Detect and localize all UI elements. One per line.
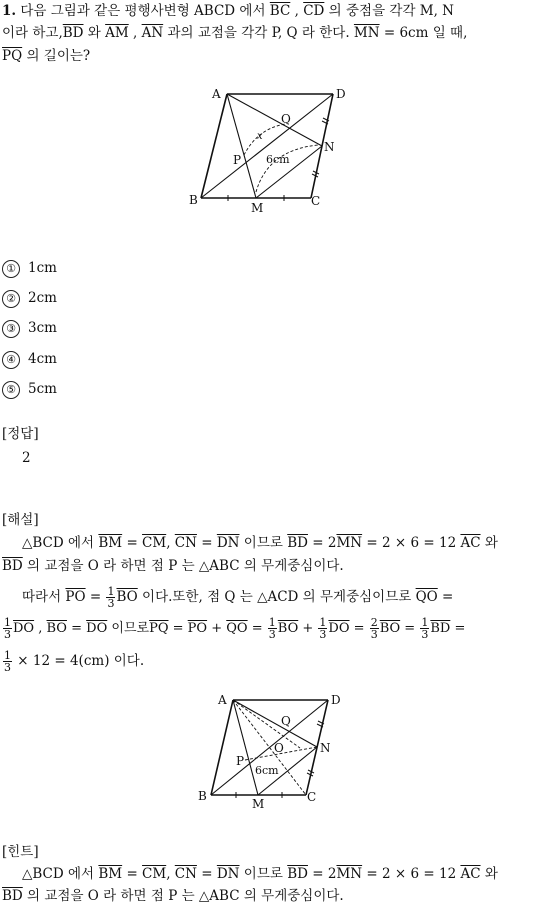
text-run: =: [71, 621, 83, 636]
text-run: 이므로: [243, 866, 283, 882]
text-run: +: [211, 621, 223, 636]
text-run: $\overline{CN}$: [174, 535, 197, 551]
label-P: P: [236, 754, 245, 768]
label-P: P: [233, 153, 242, 167]
text-run: $\overline{BD}$: [2, 888, 23, 904]
text-run: 3: [4, 628, 11, 641]
choice-number: ③: [2, 320, 20, 338]
explanation-line-1: [22, 533, 535, 553]
text-run: $\overline{DO}$: [13, 621, 35, 636]
choice-text: 2cm: [28, 290, 57, 306]
text-run: 1: [107, 585, 115, 598]
text-run: $\overline{BO}$: [277, 621, 299, 636]
label-A: A: [218, 693, 227, 707]
text-run: 3: [370, 628, 378, 641]
fraction: [3, 650, 12, 673]
text-run: = 2 × 6 = 12: [366, 866, 457, 882]
text-run: 1: [319, 616, 327, 629]
choice-number: ⑤: [2, 381, 20, 399]
question-text: 와: [87, 25, 101, 41]
label-M: M: [252, 797, 265, 811]
text-run: ,: [38, 621, 43, 636]
hint-line-1: [22, 864, 535, 884]
text-run: $\overline{BD}$: [2, 558, 23, 574]
text-run: $\overline{QO}$: [226, 621, 248, 636]
text-run: $\overline{CM}$: [142, 535, 167, 551]
choice-4[interactable]: [2, 351, 57, 369]
text-run: $\overline{BO}$: [379, 621, 401, 636]
text-run: $\overline{BD}$: [430, 621, 451, 636]
text-run: $\overline{BD}$: [287, 866, 308, 882]
text-run: $\overline{QO}$: [415, 589, 438, 605]
question-text: 이라 하고,: [2, 25, 63, 41]
label-N: N: [324, 140, 335, 154]
text-run: 3: [319, 628, 327, 641]
text-run: $\overline{BO}$: [46, 621, 67, 636]
text-run: ,: [166, 866, 171, 882]
explanation-line-3: [22, 584, 535, 610]
text-run: $\overline{BD}$: [287, 535, 308, 551]
choice-text: 5cm: [28, 381, 57, 397]
edge-ba: [211, 700, 233, 795]
text-run: $\overline{MN}$: [336, 866, 363, 882]
text-run: $\overline{MN}$: [336, 535, 363, 551]
text-run: =: [454, 621, 466, 636]
choice-number: ④: [2, 351, 20, 369]
segment-label: $\overline{AN}$: [141, 25, 164, 41]
text-run: $\overline{DO}$: [86, 621, 108, 636]
segment-label: $\overline{BC}$: [269, 3, 291, 19]
text-run: ,: [166, 535, 171, 551]
label-B: B: [189, 193, 198, 207]
text-run: =: [89, 589, 102, 605]
text-run: =: [172, 621, 184, 636]
text-run: 3: [107, 597, 115, 610]
fraction: [370, 617, 379, 640]
label-Q: Q: [281, 112, 291, 126]
text-run: $\overline{BM}$: [98, 866, 123, 882]
text-run: 3: [4, 661, 11, 674]
text-run: $\overline{DN}$: [216, 535, 240, 551]
choice-5[interactable]: [2, 381, 57, 399]
hint-label: [힌트]: [2, 844, 39, 860]
text-run: = 2: [312, 866, 337, 882]
question-text: 의 중점을 각각 M, N: [328, 3, 454, 19]
choice-2[interactable]: [2, 290, 57, 308]
label-O: O: [274, 741, 284, 755]
segment-am: [233, 700, 258, 795]
text-run: +: [302, 621, 314, 636]
answer-label: [정답]: [2, 426, 39, 442]
fraction: [106, 586, 115, 609]
question-text: 과의 교점을 각각 P, Q 라 한다.: [167, 25, 350, 41]
text-run: △BCD 에서: [22, 866, 95, 882]
text-run: =: [404, 621, 416, 636]
label-M: M: [251, 201, 264, 215]
answer-value: 2: [22, 450, 31, 466]
diagonal-bd: [211, 700, 328, 795]
choice-number: ②: [2, 290, 20, 308]
text-run: 3: [421, 628, 429, 641]
length-arc-x: [244, 124, 286, 155]
question-line-2: [2, 23, 535, 43]
label-C: C: [307, 790, 317, 804]
text-run: 와: [484, 866, 498, 882]
question-text: 의 길이는?: [26, 48, 91, 64]
segment-label: $\overline{BD}$: [62, 25, 84, 41]
label-D: D: [336, 87, 346, 101]
text-run: =: [201, 866, 213, 882]
choice-text: 1cm: [28, 260, 57, 276]
text-run: 1: [4, 616, 11, 629]
text-run: 의 교점을 O 라 하면 점 P 는 △ABC 의 무게중심이다.: [27, 558, 344, 574]
text-run: 1: [4, 649, 11, 662]
segment-label: $\overline{AM}$: [105, 25, 129, 41]
text-run: 이다.또한, 점 Q 는 △ACD 의 무게중심이므로: [142, 589, 412, 605]
parallelogram-figure-1: [185, 82, 355, 217]
label-6cm: 6cm: [255, 764, 279, 777]
hint-line-2: [2, 886, 535, 906]
fraction: [420, 617, 429, 640]
text-run: 의 교점을 O 라 하면 점 P 는 △ABC 의 무게중심이다.: [27, 888, 344, 904]
label-6cm: 6cm: [266, 153, 290, 166]
edge-ba: [201, 94, 227, 198]
question-text: ,: [294, 3, 299, 19]
question-line-3: [2, 46, 535, 66]
parallelogram-figure-2: [190, 685, 355, 813]
text-run: 3: [268, 628, 276, 641]
explanation-line-2: [2, 556, 535, 576]
fraction: [3, 617, 12, 640]
text-run: 와: [484, 535, 498, 551]
text-run: $\overline{CN}$: [174, 866, 197, 882]
segment-am: [227, 94, 256, 198]
text-run: $\overline{PO}$: [187, 621, 208, 636]
question-number: 1.: [2, 3, 17, 19]
choice-3[interactable]: [2, 320, 57, 338]
text-run: 따라서: [22, 589, 62, 605]
text-run: =: [442, 589, 454, 605]
text-run: =: [251, 621, 263, 636]
explanation-line-4: [2, 616, 535, 642]
text-run: 2: [370, 616, 378, 629]
text-run: $\overline{CM}$: [142, 866, 167, 882]
text-run: =: [126, 535, 138, 551]
text-run: $\overline{DN}$: [216, 866, 240, 882]
text-run: $\overline{BO}$: [116, 589, 138, 605]
text-run: =: [353, 621, 365, 636]
explanation-label: [해설]: [2, 512, 39, 528]
segment-an: [233, 700, 317, 747]
choice-number: ①: [2, 260, 20, 278]
segment-label: $\overline{CD}$: [303, 3, 325, 19]
fraction: [268, 617, 277, 640]
text-run: $\overline{PO}$: [65, 589, 86, 605]
label-Q: Q: [281, 714, 291, 728]
text-run: 이므로: [243, 535, 283, 551]
segment-label: $\overline{PQ}$: [2, 48, 23, 64]
question-text: 다음 그림과 같은 평행사변형 ABCD 에서: [20, 3, 266, 19]
text-run: $\overline{DO}$: [328, 621, 350, 636]
explanation-line-5: [2, 648, 535, 674]
text-run: $\overline{AC}$: [460, 866, 481, 882]
text-run: $\overline{PQ}$: [149, 621, 169, 636]
choice-text: 3cm: [28, 320, 57, 336]
text-run: =: [126, 866, 138, 882]
label-D: D: [331, 693, 341, 707]
label-B: B: [198, 789, 207, 803]
text-run: = 2: [312, 535, 337, 551]
label-A: A: [212, 87, 221, 101]
text-run: $\overline{AC}$: [460, 535, 481, 551]
question-text: = 6cm 일 때,: [383, 25, 468, 41]
text-run: $\overline{BM}$: [98, 535, 123, 551]
text-run: 1: [421, 616, 429, 629]
choice-1[interactable]: [2, 260, 57, 278]
label-N: N: [320, 741, 331, 755]
text-run: = 2 × 6 = 12: [366, 535, 457, 551]
diagonal-bd: [201, 94, 333, 198]
text-run: 1: [268, 616, 276, 629]
segment-an: [227, 94, 322, 146]
segment-label: $\overline{MN}$: [353, 25, 380, 41]
text-run: × 12 = 4(cm) 이다.: [17, 653, 145, 669]
label-C: C: [311, 194, 321, 208]
text-run: 이므로: [111, 621, 150, 636]
fraction: [318, 617, 327, 640]
text-run: =: [201, 535, 213, 551]
question-line-1: [2, 1, 535, 21]
choice-text: 4cm: [28, 351, 57, 367]
question-text: ,: [133, 25, 138, 41]
label-x: x: [257, 131, 263, 142]
text-run: △BCD 에서: [22, 535, 95, 551]
